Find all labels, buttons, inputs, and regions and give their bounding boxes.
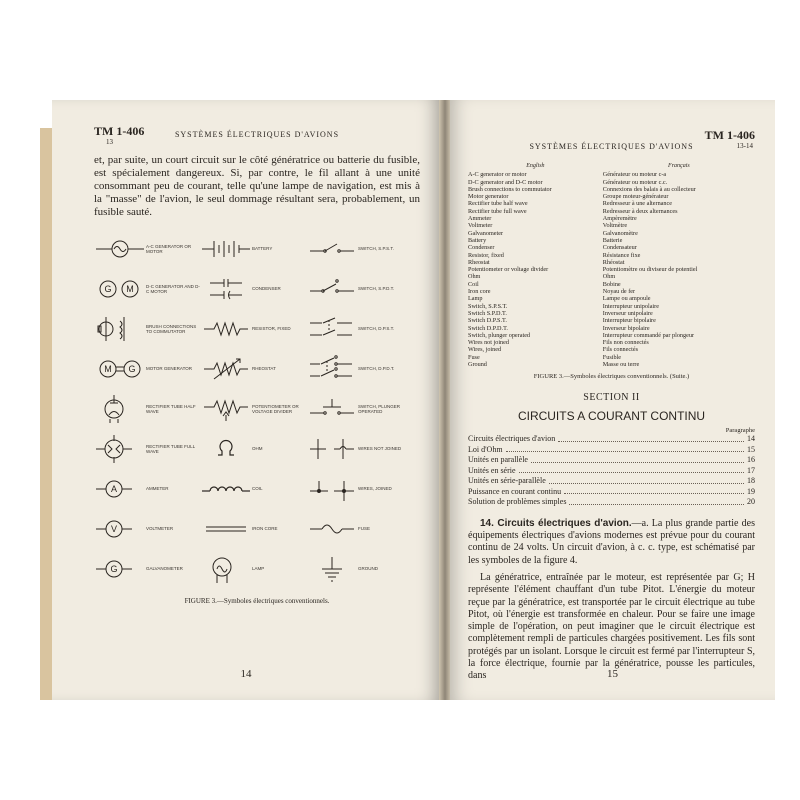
tm-number: TM 1-406 [704,128,755,142]
rectifier-half-wave-symbol-icon [94,395,146,423]
glossary-english: Fuse [468,353,480,361]
symbol-cell [200,315,306,343]
section-number: 13 [106,138,113,146]
symbol-label: OHM [252,446,263,452]
symbol-label: AMMETER [146,486,169,492]
glossary-row [468,288,755,295]
symbol-cell [94,395,200,423]
toc-leader [564,487,744,495]
symbol-label: BRUSH CONNECTIONS TO COMMUTATOR [146,323,197,334]
table-of-contents [468,434,755,508]
glossary-row [468,186,755,193]
glossary-english: Switch D.P.S.T. [468,317,507,325]
symbol-cell [200,435,306,463]
glossary-french: Résistance fixe [602,251,641,259]
switch-spst-symbol-icon [306,235,358,263]
switch-plunger-symbol-icon [306,395,358,423]
glossary-english: Switch S.P.D.T. [468,309,507,317]
toc-row [468,487,755,498]
symbol-label: WIRES, JOINED [358,486,392,492]
toc-row [468,466,755,477]
symbol-label: RECTIFIER TUBE HALF WAVE [146,403,196,414]
symbol-label: SWITCH, D.P.S.T. [358,326,395,332]
glossary-header-french: Français [668,163,690,169]
glossary-english: Wires not joined [468,339,509,347]
toc-leader [569,497,744,505]
symbol-label: RECTIFIER TUBE FULL WAVE [146,443,196,454]
iron-core-symbol-icon [200,515,252,543]
toc-title: Solution de problèmes simples [468,497,567,507]
toc-title: Circuits électriques d'avion [468,434,556,444]
symbol-cell [306,555,412,583]
symbol-label: RESISTOR, FIXED [252,326,291,332]
glossary-french: Fils non connectés [602,339,649,347]
glossary-row [468,171,755,178]
ammeter-symbol-icon [94,475,146,503]
glossary-row [468,230,755,237]
glossary-english: Brush connections to commutator [468,185,552,193]
right-page [450,100,775,700]
symbol-cell [306,475,412,503]
glossary-english: Rectifier tube full wave [468,207,527,215]
symbol-cell [306,515,412,543]
symbol-label: GALVANOMETER [146,566,183,572]
glossary-english: Ohm [468,273,481,281]
symbol-label: CONDENSER [252,286,281,292]
wires-joined-symbol-icon [306,475,358,503]
svg-text:A: A [110,484,118,494]
toc-number: 14 [747,434,755,444]
glossary-french: Rhéostat [602,258,625,266]
galvanometer-symbol-icon [94,555,146,583]
symbol-label: IRON CORE [252,526,278,532]
symbol-label: VOLTMETER [146,526,174,532]
glossary-english: Battery [468,236,487,244]
svg-text:V: V [110,524,118,534]
toc-leader [506,445,744,453]
glossary-row [468,346,755,353]
symbol-cell [306,435,412,463]
glossary-english: Condenser [468,244,495,252]
toc-title: Unités en série-parallèle [468,476,546,486]
symbol-cell [200,275,306,303]
toc-number: 15 [747,444,755,454]
glossary-french: Interrupteur commandé par plongeur [602,331,695,339]
glossary-french: Redresseur à deux alternances [602,207,678,215]
glossary-english: Lamp [468,295,483,303]
symbol-label: GROUND [358,566,378,572]
glossary-french: Interrupteur bipolaire [602,317,656,325]
body-paragraph: La génératrice, entraînée par le moteur, est représentée par G; H représente l'élément chauffant d'un tube Pitot. L'énergie du moteur reçue par la génératrice, est transportée par le circuit électrique au tube Pitot, où l'énergie est transformée en chaleur. Pour se faire une image simple de l'opération, on peut imaginer que le circuit électrique est complètement rempli de particules chargées positivement. Les fils sont protégés par un isolant. Lorsque le circuit est fermé par l'interrupteur S, la force électrique, fournie par la génératrice, pousse les particules, dans [468,572,755,682]
toc-number: 20 [747,497,755,507]
symbol-label: D-C GENERATOR AND D-C MOTOR [146,283,200,294]
symbol-label: FUSE [358,526,371,532]
symbol-label: MOTOR GENERATOR [146,366,193,372]
left-page-header [94,124,420,154]
glossary-french: Condensateur [602,244,637,252]
ohm-symbol-icon [200,435,252,463]
section-number: 13-14 [736,142,753,150]
svg-text:G: G [128,364,136,374]
paragraph-text: —a. La plus grande partie des équipements électriques d'avions modernes est prévue pour du courant continu de 24 volts. Un circuit d'avion, à c. c. type, est schématisé par les symboles de la figure 4. [468,517,755,566]
toc-number: 19 [747,486,755,496]
glossary-row [468,361,755,368]
body-paragraph [468,518,755,567]
section-title: CIRCUITS A COURANT CONTINU [517,409,706,424]
glossary-english: Ammeter [468,215,492,223]
symbol-cell [306,275,412,303]
symbol-cell [306,395,412,423]
symbol-label: BATTERY [252,246,273,252]
glossary-row [468,310,755,317]
symbol-label: SWITCH, D.P.D.T. [358,366,395,372]
glossary-row [468,339,755,346]
glossary-english: Switch D.P.D.T. [468,324,508,332]
glossary-french: Galvanomètre [602,229,638,237]
glossary-french: Potentiomètre ou diviseur de potentiel [602,266,698,274]
glossary-row [468,266,755,273]
symbol-cell [94,235,200,263]
page-number: 14 [240,668,252,680]
glossary-french: Connexions des balais à au collecteur [602,185,696,193]
symbol-cell [94,515,200,543]
toc-title: Unités en série [468,465,516,475]
glossary-row [468,179,755,186]
toc-row [468,476,755,487]
voltmeter-symbol-icon [94,515,146,543]
coil-symbol-icon [200,475,252,503]
symbol-label: SWITCH, S.P.S.T. [358,246,394,252]
figure-caption: FIGURE 3.—Symboles électriques conventionnels. [184,597,330,605]
glossary-body [468,171,755,368]
glossary-row [468,208,755,215]
toc-leader [519,466,744,474]
battery-symbol-icon [200,235,252,263]
glossary-french: Bobine [602,280,621,288]
symbol-cell [200,395,306,423]
brush-connections-symbol-icon [94,315,146,343]
glossary-row [468,295,755,302]
glossary-french: Redresseur à une alternance [602,200,673,208]
glossary-english: Potentiometer or voltage divider [468,266,549,274]
svg-text:G: G [104,284,112,294]
glossary-row [468,332,755,339]
glossary-english: Switch, S.P.S.T. [468,302,508,310]
glossary-french: Batterie [602,236,623,244]
glossary-english: Voltmeter [468,222,493,230]
symbol-label: POTENTIOMETER OR VOLTAGE DIVIDER [252,403,299,414]
glossary-french: Inverseur unipolaire [602,309,653,317]
symbol-label: RHEOSTAT [252,366,276,372]
symbol-label: SWITCH, S.P.D.T. [358,286,395,292]
glossary-row [468,325,755,332]
dc-generator-symbol-icon [94,275,146,303]
symbol-cell [200,355,306,383]
glossary-english: Rheostat [468,258,490,266]
glossary-table [468,162,755,368]
glossary-french: Générateur ou moteur c-a [602,171,667,179]
toc-title: Loi d'Ohm [468,444,503,454]
tm-number: TM 1-406 [94,124,145,138]
ground-symbol-icon [306,555,358,583]
toc-row [468,434,755,445]
glossary-french: Inverseur bipolaire [602,324,650,332]
resistor-fixed-symbol-icon [200,315,252,343]
glossary-english: D-C generator and D-C motor [468,178,543,186]
glossary-row [468,317,755,324]
glossary-french: Ampèremètre [602,215,637,223]
toc-leader [549,476,744,484]
glossary-row [468,244,755,251]
motor-generator-symbol-icon [94,355,146,383]
glossary-row [468,252,755,259]
section-label: SECTION II [583,392,640,404]
toc-number: 17 [747,465,755,475]
glossary-row [468,193,755,200]
switch-spdt-symbol-icon [306,275,358,303]
symbol-cell [306,355,412,383]
glossary-french: Fils connectés [602,346,639,354]
symbol-label: LAMP [252,566,265,572]
toc-leader [558,434,744,442]
glossary-french: Masse ou terre [602,361,640,369]
glossary-french: Ohm [602,273,616,281]
toc-title: Puissance en courant continu [468,486,562,496]
switch-dpdt-symbol-icon [306,355,358,383]
rectifier-full-wave-symbol-icon [94,435,146,463]
glossary-french: Lampe ou ampoule [602,295,651,303]
glossary-english: Switch, plunger operated [468,331,531,339]
symbol-cell [94,315,200,343]
glossary-row [468,281,755,288]
paragraph-heading: 14. Circuits électriques d'avion. [480,517,632,529]
ac-generator-symbol-icon [94,235,146,263]
glossary-row [468,215,755,222]
glossary-row [468,273,755,280]
toc-title: Unités en parallèle [468,455,528,465]
glossary-french: Voltmètre [602,222,628,230]
page-number: 15 [607,668,618,680]
symbol-cell [94,435,200,463]
glossary-english: Coil [468,280,479,288]
symbol-cell [200,235,306,263]
symbol-cell [94,555,200,583]
fuse-symbol-icon [306,515,358,543]
figure-caption: FIGURE 3.—Symboles électriques conventionnels. (Suite.) [533,373,690,381]
glossary-english: Iron core [468,288,491,296]
symbol-cell [306,315,412,343]
glossary-english: A-C generator or motor [468,171,527,179]
glossary-row [468,259,755,266]
symbol-cell [94,355,200,383]
glossary-english: Galvanometer [468,229,504,237]
symbol-cell [94,275,200,303]
toc-leader [531,455,744,463]
glossary-french: Noyau de fer [602,288,636,296]
right-page-header [468,128,755,162]
glossary-row [468,200,755,207]
symbol-label: SWITCH, PLUNGER OPERATED [358,403,401,414]
glossary-english: Wires, joined [468,346,502,354]
svg-text:M: M [104,364,112,374]
symbol-label: COIL [252,486,263,492]
toc-row [468,497,755,508]
symbol-cell [200,475,306,503]
lamp-symbol-icon [200,555,252,583]
paragraph-label: Paragraphe [725,427,755,435]
symbol-cell [94,475,200,503]
glossary-english: Rectifier tube half wave [468,200,528,208]
glossary-english: Motor generator [468,193,509,201]
condenser-symbol-icon [200,275,252,303]
toc-row [468,455,755,466]
glossary-row [468,303,755,310]
switch-dpst-symbol-icon [306,315,358,343]
symbol-cell [200,515,306,543]
wires-not-joined-symbol-icon [306,435,358,463]
glossary-row [468,222,755,229]
toc-row [468,445,755,456]
svg-text:G: G [110,564,118,574]
glossary-english: Resistor, fixed [468,251,504,259]
glossary-french: Générateur ou moteur c.c. [602,178,668,186]
symbol-cell [306,235,412,263]
running-head: SYSTÈMES ÉLECTRIQUES D'AVIONS [174,130,340,139]
glossary-english: Ground [468,361,487,369]
left-page [52,100,440,700]
glossary-header-english: English [526,163,545,169]
glossary-french: Groupe moteur-générateur [602,193,669,201]
toc-number: 18 [747,476,755,486]
potentiometer-symbol-icon [200,395,252,423]
glossary-french: Interrupteur unipolaire [602,302,659,310]
toc-number: 16 [747,455,755,465]
open-book [40,100,770,700]
body-text [468,518,755,683]
symbol-label: WIRES NOT JOINED [358,446,402,452]
svg-text:M: M [126,284,134,294]
glossary-row [468,237,755,244]
glossary-french: Fusible [602,353,622,361]
running-head: SYSTÈMES ÉLECTRIQUES D'AVIONS [529,142,694,151]
symbol-grid [94,229,420,589]
symbol-cell [200,555,306,583]
rheostat-symbol-icon [200,355,252,383]
glossary-row [468,354,755,361]
symbol-label: A-C GENERATOR OR MOTOR [146,243,192,254]
body-paragraph: et, par suite, un court circuit sur le côté génératrice ou batterie du fusible, est spécialement dangereux. Si, par contre, le fil allant à une unité consommant peu de courant, telle qu'une lampe de navigation, est mis à la "masse" de l'avion, le seul dommage résultant sera, probablement, un fusible sauté. [94,154,420,218]
